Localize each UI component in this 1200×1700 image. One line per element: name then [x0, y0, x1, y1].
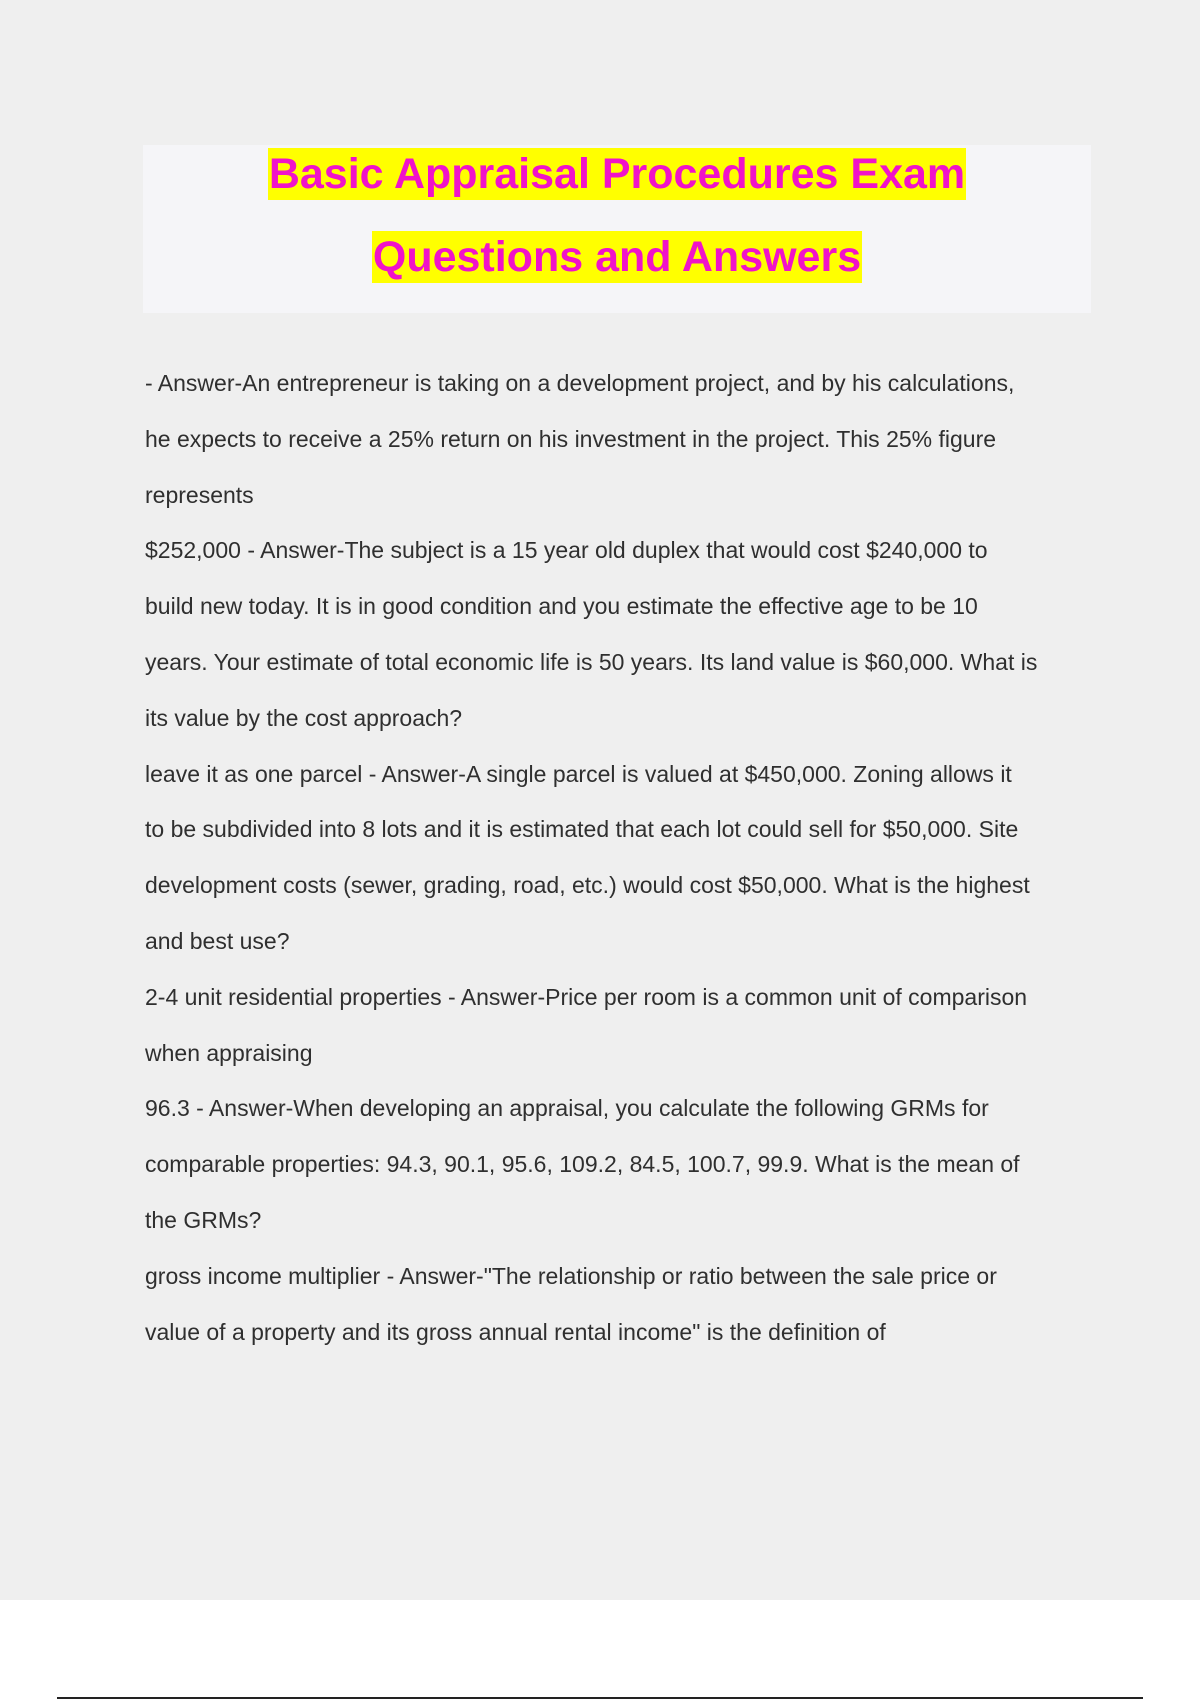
- qa-content: [145, 356, 1095, 1360]
- page-title-line-2: Questions and Answers: [372, 233, 862, 281]
- text-line: value of a property and its gross annual rental income" is the definition of: [145, 1318, 886, 1345]
- text-line: years. Your estimate of total economic life is 50 years. Its land value is $60,000. What is: [145, 648, 1038, 675]
- text-line: 2-4 unit residential properties - Answer-Price per room is a common unit of comparison: [145, 983, 1028, 1010]
- text-line: represents: [145, 481, 254, 508]
- text-line: comparable properties: 94.3, 90.1, 95.6, 109.2, 84.5, 100.7, 99.9. What is the mean of: [145, 1151, 1020, 1178]
- text-line: - Answer-An entrepreneur is taking on a development project, and by his calculations,: [145, 370, 1015, 396]
- text-line: and best use?: [145, 927, 290, 954]
- text-line: he expects to receive a 25% return on his investment in the project. This 25% figure: [145, 425, 997, 452]
- text-line: its value by the cost approach?: [145, 704, 463, 731]
- text-line: leave it as one parcel - Answer-A single parcel is valued at $450,000. Zoning allows it: [145, 760, 1012, 787]
- text-line: build new today. It is in good condition and you estimate the effective age to be 10: [145, 593, 978, 620]
- text-line: the GRMs?: [145, 1206, 262, 1233]
- text-line: 96.3 - Answer-When developing an appraisal, you calculate the following GRMs for: [145, 1095, 989, 1122]
- title-banner: [143, 145, 1091, 313]
- text-line: when appraising: [145, 1039, 313, 1066]
- footer-divider: [57, 1697, 1143, 1699]
- text-line: to be subdivided into 8 lots and it is estimated that each lot could sell for $50,000. Site: [145, 816, 1019, 843]
- text-line: development costs (sewer, grading, road, etc.) would cost $50,000. What is the highest: [145, 872, 1030, 899]
- page-title-line-1: Basic Appraisal Procedures Exam: [268, 150, 966, 198]
- text-line: $252,000 - Answer-The subject is a 15 year old duplex that would cost $240,000 to: [145, 537, 988, 564]
- text-line: gross income multiplier - Answer-"The relationship or ratio between the sale price or: [145, 1262, 997, 1289]
